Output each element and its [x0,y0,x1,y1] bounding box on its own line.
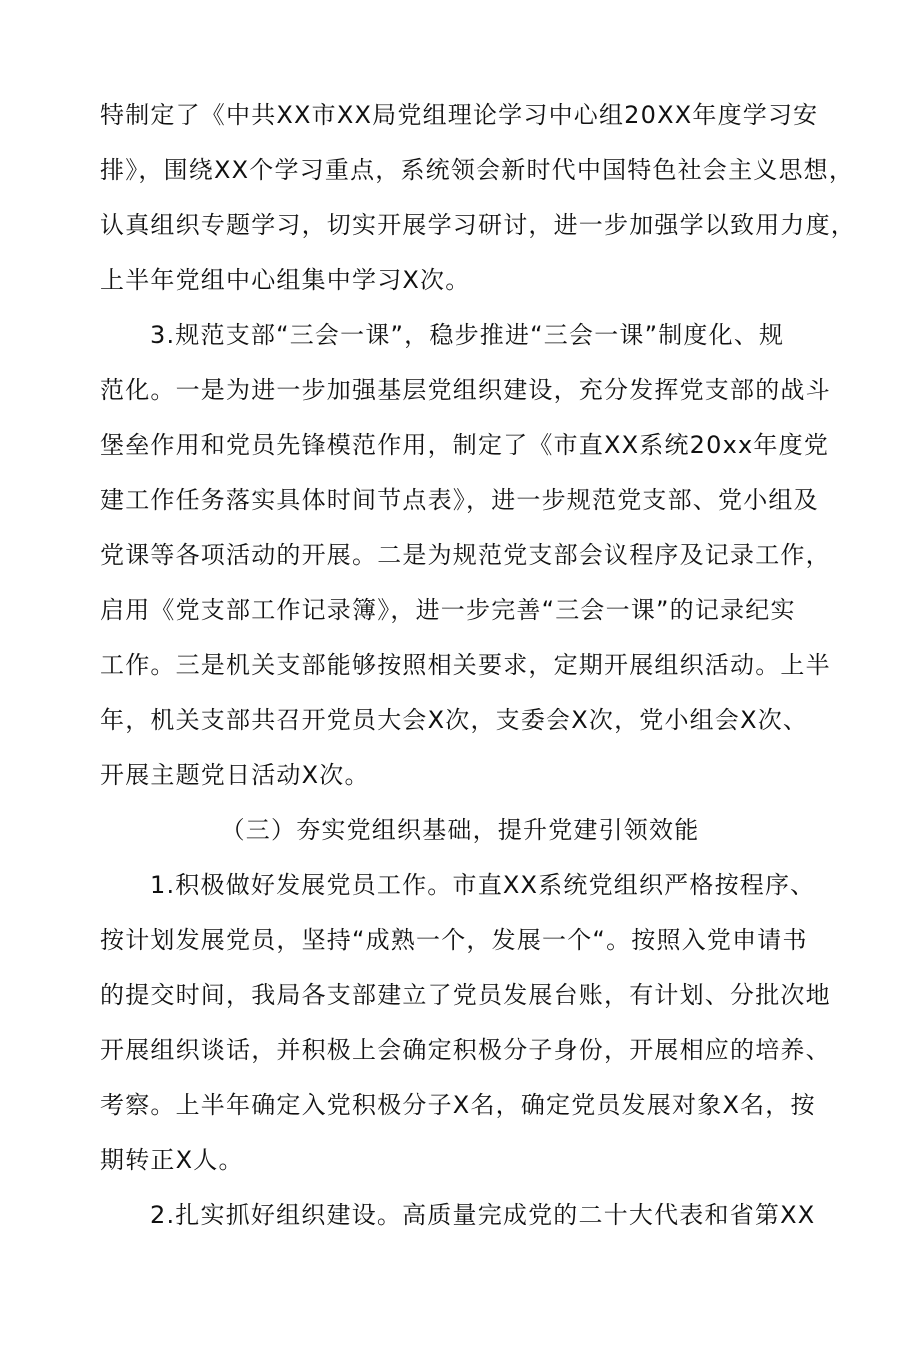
paragraph-line: 3.规范支部“三会一课”，稳步推进“三会一课”制度化、规 [150,321,785,349]
paragraph-line: 特制定了《中共XX市XX局党组理论学习中心组20XX年度学习安 [100,101,819,129]
paragraph-line: 认真组织专题学习，切实开展学习研讨，进一步加强学以致用力度， [100,211,856,239]
paragraph-line: 年，机关支部共召开党员大会X次，支委会X次，党小组会X次、 [100,706,809,734]
section-heading: （三）夯实党组织基础，提升党建引领效能 [220,816,700,844]
paragraph-line: 开展主题党日活动X次。 [100,761,370,789]
paragraph-line: 2.扎实抓好组织建设。高质量完成党的二十大代表和省第XX [150,1201,816,1229]
paragraph-line: 排》，围绕XX个学习重点，系统领会新时代中国特色社会主义思想， [100,156,855,184]
paragraph-line: 建工作任务落实具体时间节点表》，进一步规范党支部、党小组及 [100,486,819,514]
paragraph-line: 的提交时间，我局各支部建立了党员发展台账，有计划、分批次地 [100,981,831,1009]
paragraph-line: 上半年党组中心组集中学习X次。 [100,266,471,294]
paragraph-line: 1.积极做好发展党员工作。市直XX系统党组织严格按程序、 [150,871,816,899]
paragraph-line: 启用《党支部工作记录簿》，进一步完善“三会一课”的记录纪实 [100,596,796,624]
paragraph-line: 工作。三是机关支部能够按照相关要求，定期开展组织活动。上半 [100,651,831,679]
paragraph-line: 范化。一是为进一步加强基层党组织建设，充分发挥党支部的战斗 [100,376,831,404]
paragraph-line: 堡垒作用和党员先锋模范作用，制定了《市直XX系统20xx年度党 [100,431,830,459]
paragraph-line: 党课等各项活动的开展。二是为规范党支部会议程序及记录工作， [100,541,831,569]
paragraph-line: 开展组织谈话，并积极上会确定积极分子身份，开展相应的培养、 [100,1036,831,1064]
paragraph-line: 按计划发展党员，坚持“成熟一个，发展一个“。按照入党申请书 [100,926,808,954]
paragraph-line: 期转正X人。 [100,1146,244,1174]
paragraph-line: 考察。上半年确定入党积极分子X名，确定党员发展对象X名，按 [100,1091,816,1119]
